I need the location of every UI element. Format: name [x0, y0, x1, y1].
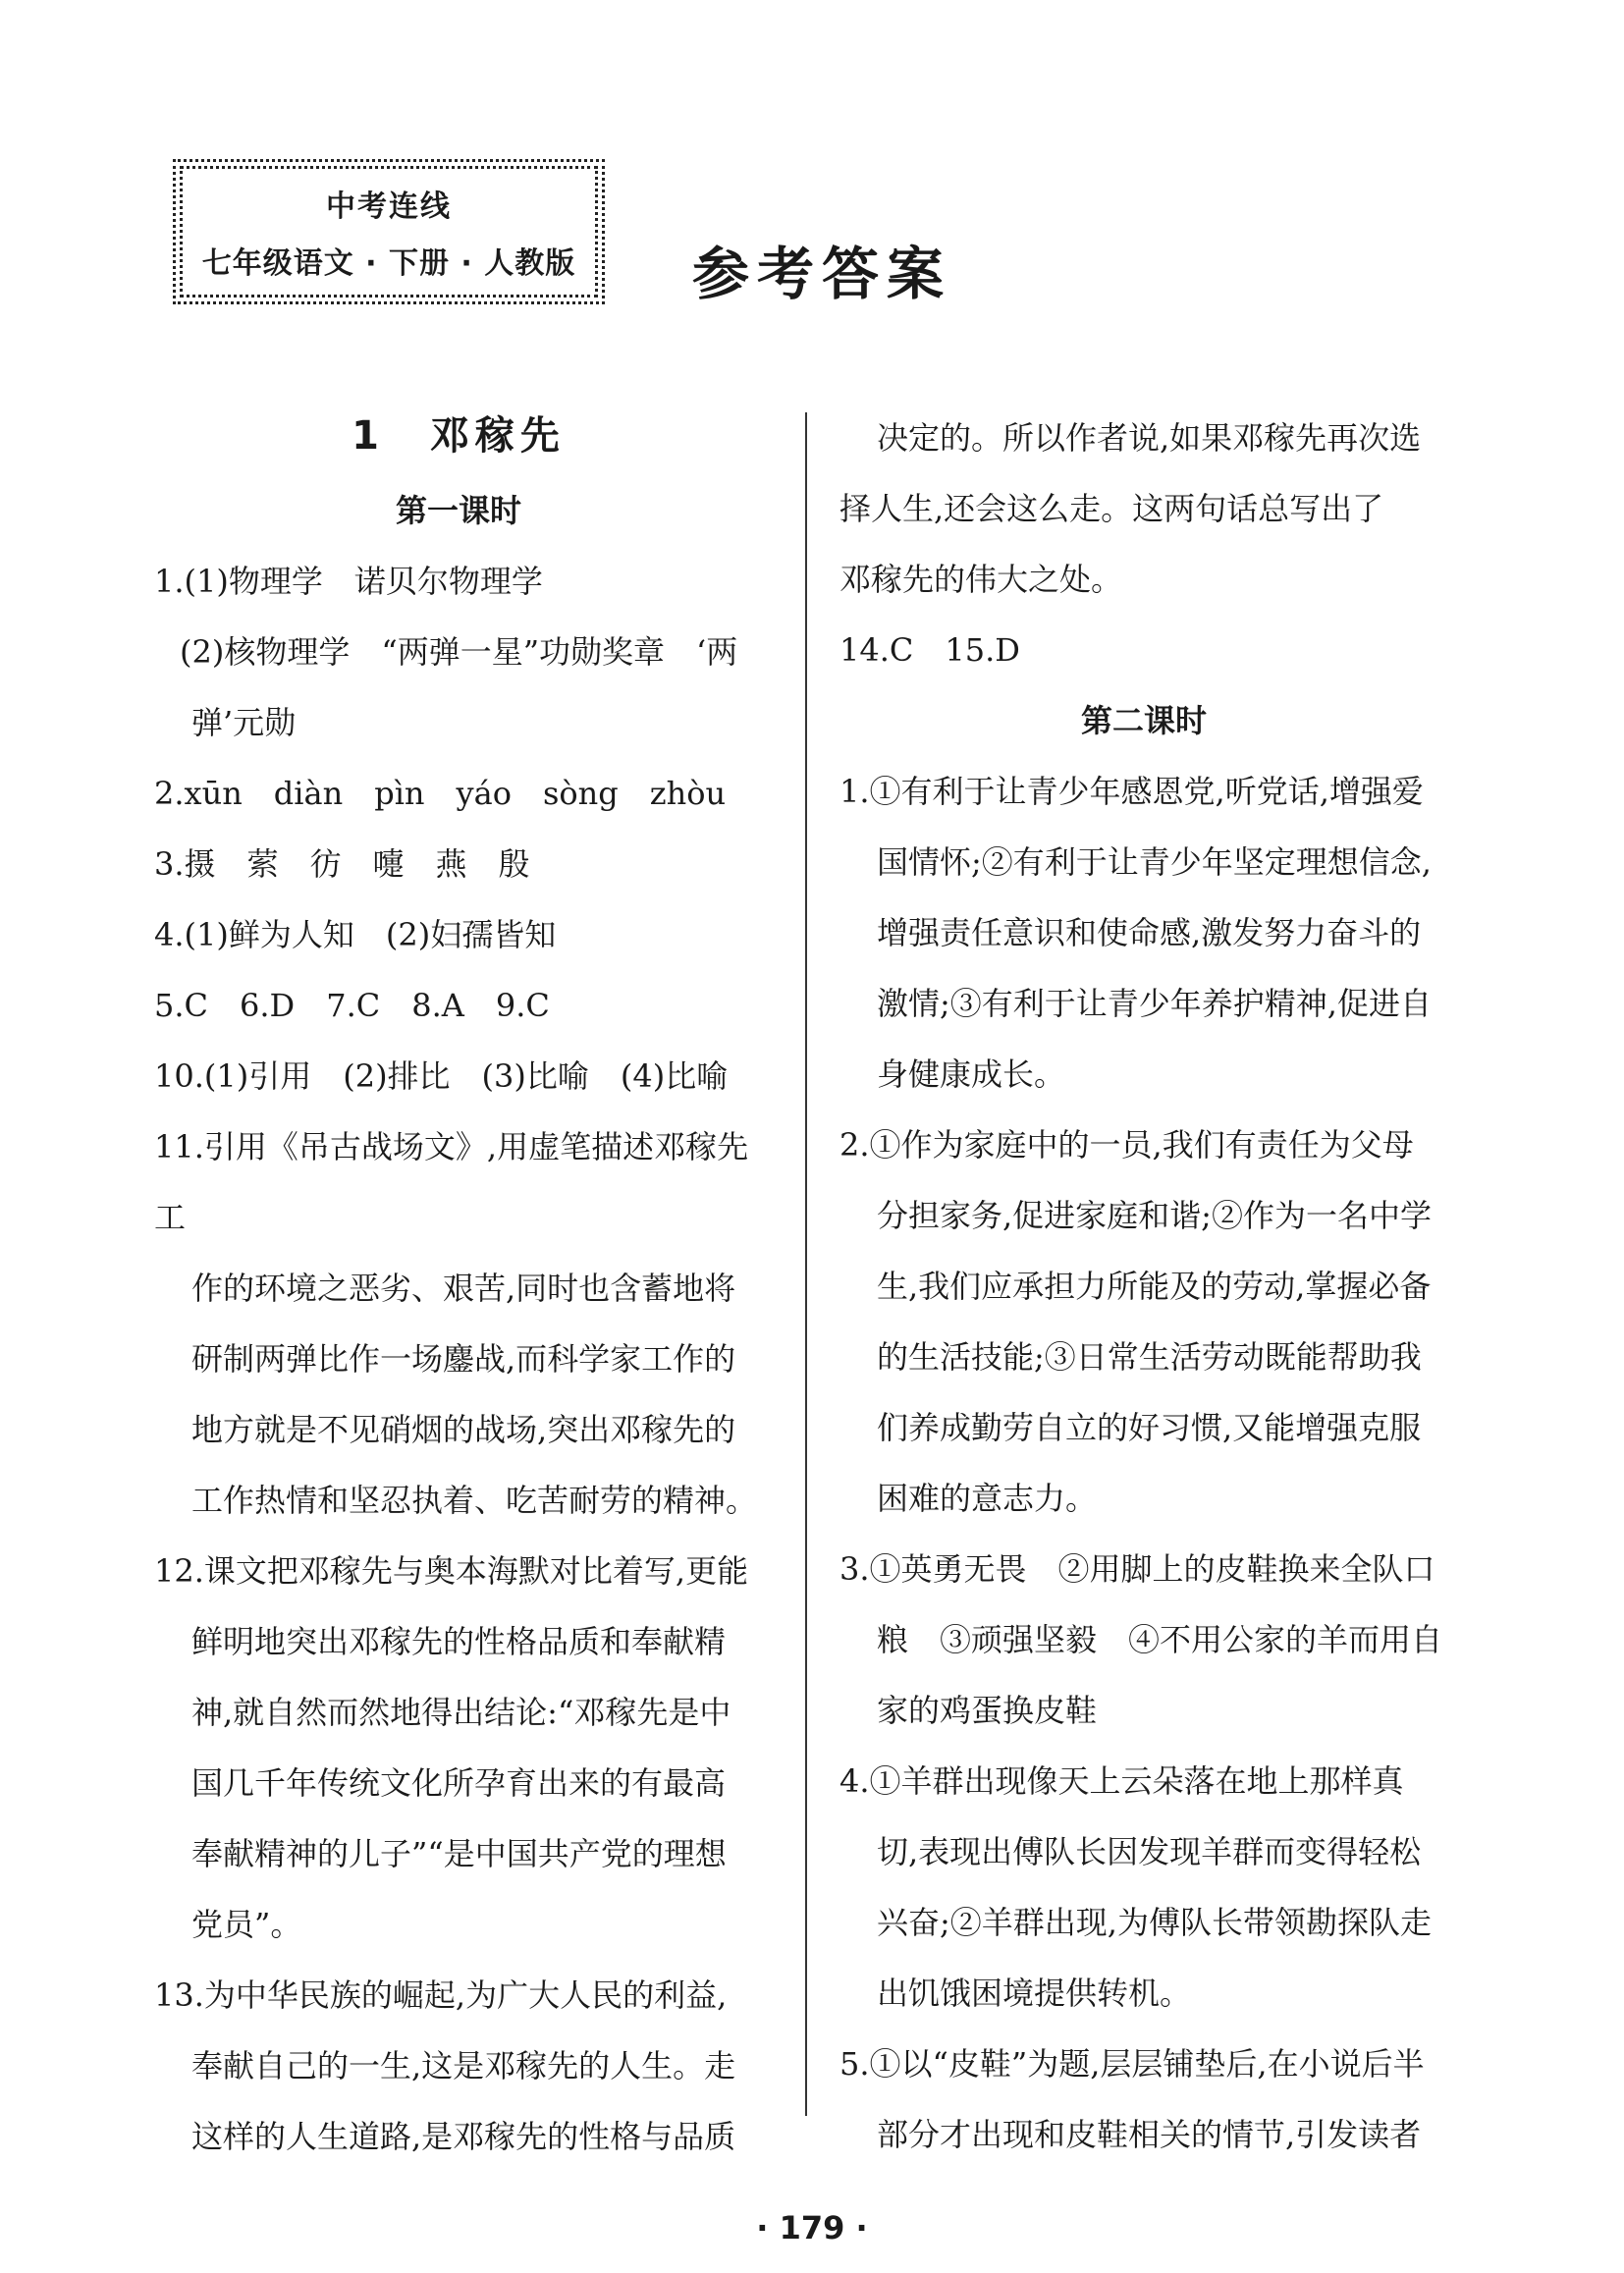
answer-line: 困难的意志力。 [877, 1480, 1098, 1517]
page-number: · 179 · [756, 2209, 868, 2246]
answer-line: 4.①羊群出现像天上云朵落在地上那样真 [839, 1762, 1404, 1800]
answer-line: 2.①作为家庭中的一员,我们有责任为父母 [839, 1126, 1414, 1164]
answer-line: 生,我们应承担力所能及的劳动,掌握必备 [877, 1268, 1432, 1305]
answer-line: 2.xūn diàn pìn yáo sòng zhòu [154, 775, 727, 812]
answer-line: 们养成勤劳自立的好习惯,又能增强克服 [877, 1409, 1422, 1446]
answer-line: 奉献自己的一生,这是邓稼先的人生。走 [191, 2047, 736, 2084]
book-info-box [173, 159, 605, 304]
series-label: 中考连线 [326, 189, 452, 225]
section-title-2: 第二课时 [1080, 702, 1207, 739]
answer-line: 3.①英勇无畏 ②用脚上的皮鞋换来全队口 [839, 1550, 1435, 1588]
answer-line: 分担家务,促进家庭和谐;②作为一名中学 [877, 1197, 1432, 1234]
answer-line: 激情;③有利于让青少年养护精神,促进自 [877, 985, 1432, 1022]
answer-line: 13.为中华民族的崛起,为广大人民的利益, [154, 1976, 728, 2014]
answer-line: 国几千年传统文化所孕育出来的有最高 [191, 1764, 727, 1802]
section-title-1: 第一课时 [395, 492, 521, 529]
answer-line: 鲜明地突出邓稼先的性格品质和奉献精 [191, 1623, 727, 1660]
answer-line: 身健康成长。 [877, 1055, 1066, 1093]
left-column [154, 401, 763, 2172]
answer-line: 的生活技能;③日常生活劳动既能帮助我 [877, 1338, 1422, 1376]
answer-line: 1.①有利于让青少年感恩党,听党话,增强爱 [839, 773, 1424, 810]
answer-line: 5.C 6.D 7.C 8.A 9.C [154, 987, 550, 1024]
answer-line: 10.(1)引用 (2)排比 (3)比喻 (4)比喻 [154, 1057, 729, 1095]
answer-line: 弹’元勋 [191, 704, 297, 741]
answer-line: 地方就是不见硝烟的战场,突出邓稼先的 [191, 1411, 736, 1448]
answer-line: 研制两弹比作一场鏖战,而科学家工作的 [191, 1340, 736, 1378]
column-divider [805, 412, 807, 2116]
answer-line: 切,表现出傅队长因发现羊群而变得轻松 [877, 1833, 1422, 1870]
answer-line: 14.C 15.D [839, 631, 1020, 669]
answer-line: 兴奋;②羊群出现,为傅队长带领勘探队走 [877, 1904, 1432, 1941]
book-info-inner [180, 166, 598, 298]
answer-line: (2)核物理学 “两弹一星”功勋奖章 ‘两 [180, 633, 738, 671]
answer-line: 部分才出现和皮鞋相关的情节,引发读者 [877, 2116, 1422, 2153]
answer-line: 择人生,还会这么走。这两句话总写出了 [839, 490, 1384, 527]
answer-line: 这样的人生道路,是邓稼先的性格与品质 [191, 2118, 736, 2155]
answer-line: 家的鸡蛋换皮鞋 [877, 1692, 1098, 1729]
answer-line: 出饥饿困境提供转机。 [877, 1975, 1192, 2012]
answer-line: 4.(1)鲜为人知 (2)妇孺皆知 [154, 916, 557, 953]
answer-line: 决定的。所以作者说,如果邓稼先再次选 [877, 419, 1422, 457]
answer-line: 5.①以“皮鞋”为题,层层铺垫后,在小说后半 [839, 2045, 1425, 2083]
answer-line: 增强责任意识和使命感,激发努力奋斗的 [877, 914, 1422, 951]
answer-line: 12.课文把邓稼先与奥本海默对比着写,更能 [154, 1552, 749, 1590]
edition-label: 七年级语文 · 下册 · 人教版 [201, 245, 576, 281]
lesson-title: 1 邓稼先 [352, 413, 566, 459]
answer-line: 国情怀;②有利于让青少年坚定理想信念, [877, 843, 1432, 881]
answer-line: 党员”。 [191, 1906, 302, 1943]
answer-line: 神,就自然而然地得出结论:“邓稼先是中 [191, 1694, 731, 1731]
answer-line: 1.(1)物理学 诺贝尔物理学 [154, 563, 543, 600]
answer-line: 11.引用《吊古战场文》,用虚笔描述邓稼先工 [154, 1128, 749, 1236]
page-title: 参考答案 [692, 241, 952, 307]
answer-line: 作的环境之恶劣、艰苦,同时也含蓄地将 [191, 1270, 736, 1307]
answer-line: 工作热情和坚忍执着、吃苦耐劳的精神。 [191, 1482, 758, 1519]
answer-line: 粮 ③顽强坚毅 ④不用公家的羊而用自 [877, 1621, 1443, 1658]
answer-line: 邓稼先的伟大之处。 [839, 561, 1123, 598]
answer-line: 奉献精神的儿子”“是中国共产党的理想 [191, 1835, 727, 1872]
answer-line: 3.摄 萦 彷 嚏 燕 殷 [154, 845, 530, 883]
right-column [839, 403, 1448, 2170]
